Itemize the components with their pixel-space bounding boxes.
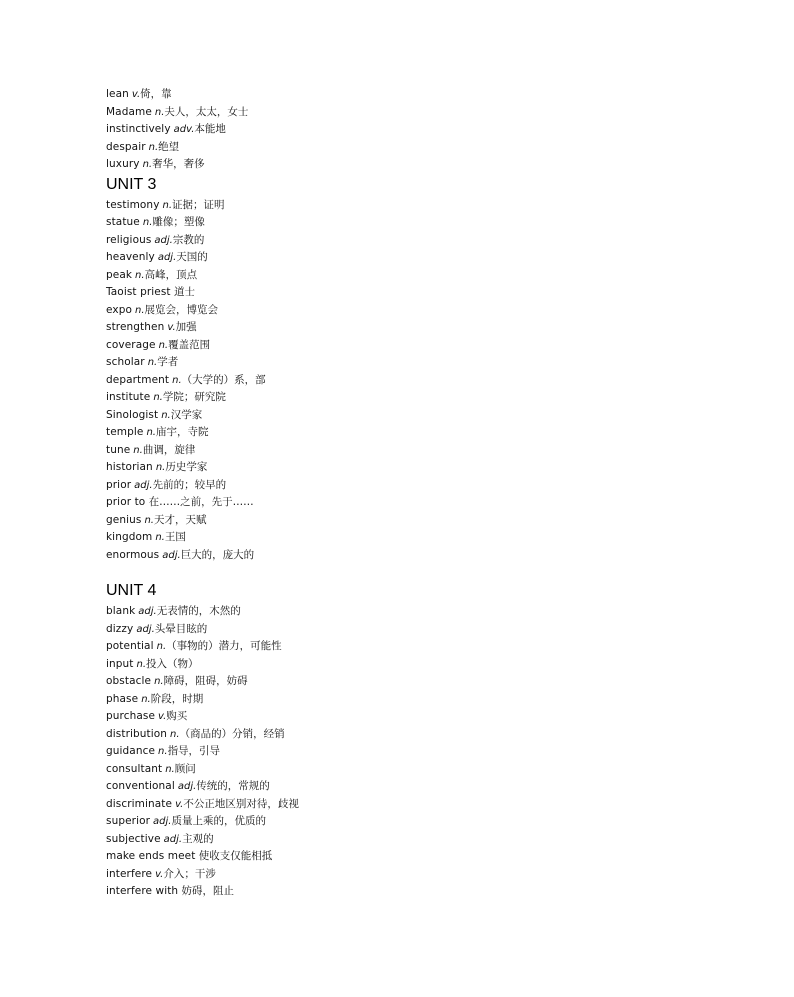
vocab-word: subjective (106, 832, 161, 845)
part-of-speech: adj. (153, 816, 172, 827)
part-of-speech: adj. (138, 606, 157, 617)
vocab-meaning: 巨大的，庞大的 (180, 548, 255, 561)
vocab-word: phase (106, 692, 139, 705)
vocab-entry (106, 459, 756, 477)
vocab-entry (106, 638, 756, 656)
part-of-speech: n. (133, 444, 143, 456)
vocab-meaning: 曲调，旋律 (142, 443, 196, 456)
vocab-meaning: 加强 (175, 321, 197, 333)
part-of-speech: n. (147, 357, 158, 368)
vocab-entry (106, 337, 756, 355)
part-of-speech: n. (154, 676, 164, 687)
part-of-speech: v. (175, 798, 184, 810)
vocab-entry (106, 477, 756, 495)
vocab-entry (106, 267, 756, 285)
unit-heading: UNIT 4 (106, 582, 157, 599)
vocab-meaning: 展览会，博览会 (144, 303, 219, 316)
vocab-meaning: 高峰，顶点 (144, 268, 198, 281)
vocab-word: institute (106, 391, 151, 403)
vocab-word: purchase (106, 710, 155, 722)
vocab-word: heavenly (106, 251, 155, 263)
vocab-word: statue (106, 216, 140, 228)
vocab-entry (106, 214, 756, 232)
vocab-entry (106, 232, 756, 250)
vocab-entry (106, 866, 756, 884)
vocab-meaning: 无表情的，木然的 (156, 605, 241, 617)
vocab-word: despair (106, 140, 146, 153)
vocab-word: prior (106, 478, 132, 491)
vocab-entry (106, 761, 756, 779)
vocab-meaning: 不公正地区别对待，歧视 (183, 797, 299, 810)
vocab-entry (106, 848, 756, 866)
part-of-speech: v. (131, 89, 141, 100)
vocab-entry (106, 494, 756, 512)
vocab-entry (106, 389, 756, 407)
part-of-speech: adj. (157, 252, 177, 263)
part-of-speech: v. (155, 868, 164, 880)
vocab-entry (106, 372, 756, 390)
vocab-entry (106, 656, 756, 674)
vocab-meaning: （事物的）潜力，可能性 (166, 640, 282, 652)
vocab-word: superior (106, 815, 151, 827)
vocab-word: obstacle (106, 675, 152, 687)
part-of-speech: n. (172, 374, 182, 386)
vocab-word: Madame (106, 105, 152, 118)
vocab-word: kingdom (106, 531, 153, 543)
vocab-entry (106, 529, 756, 547)
part-of-speech: adv. (173, 124, 195, 135)
vocab-meaning: 学者 (157, 356, 179, 368)
vocab-meaning: 奢华，奢侈 (152, 158, 205, 170)
vocab-entry (106, 354, 756, 372)
vocab-entry (106, 407, 756, 425)
vocab-meaning: 道士 (173, 286, 195, 298)
vocab-word: religious (106, 233, 152, 246)
part-of-speech: n. (136, 658, 147, 670)
vocab-meaning: 投入（物） (146, 657, 199, 670)
vocab-entry (106, 512, 756, 530)
vocab-entry (106, 726, 756, 744)
vocab-meaning: 在……之前，先于…… (148, 496, 254, 508)
vocab-entry (106, 778, 756, 796)
vocab-meaning: 购买 (166, 710, 188, 722)
vocab-word: instinctively (106, 123, 171, 135)
vocab-entry (106, 796, 756, 814)
vocab-word: make ends meet (106, 850, 196, 862)
vocab-section (106, 86, 756, 174)
vocab-word: tune (106, 443, 131, 456)
vocab-entry (106, 249, 756, 267)
vocab-entry (106, 547, 756, 565)
vocab-meaning: 覆盖范围 (168, 338, 211, 351)
vocab-meaning: 质量上乘的，优质的 (171, 815, 266, 827)
part-of-speech: adj. (134, 479, 153, 491)
vocab-meaning: 汉学家 (170, 408, 203, 421)
vocab-word: strengthen (106, 321, 165, 333)
vocab-meaning: 夫人，太太，女士 (164, 105, 249, 118)
vocab-meaning: 指导，引导 (167, 745, 221, 757)
vocab-meaning: 障碍，阻碍，妨碍 (163, 675, 248, 687)
vocab-word: department (106, 373, 170, 386)
vocab-entry (106, 86, 756, 104)
vocab-word: testimony (106, 198, 160, 211)
vocab-entry (106, 424, 756, 442)
vocab-word: historian (106, 461, 153, 473)
part-of-speech: n. (144, 514, 154, 526)
part-of-speech: n. (141, 693, 151, 705)
vocab-word: prior to (106, 496, 146, 508)
vocab-section (106, 175, 756, 565)
vocab-word: guidance (106, 745, 156, 757)
part-of-speech: n. (153, 392, 163, 403)
vocab-word: expo (106, 303, 132, 316)
vocab-meaning: 天才，天赋 (153, 513, 207, 526)
part-of-speech: n. (148, 141, 159, 153)
vocab-meaning: 学院；研究院 (162, 391, 226, 403)
vocab-meaning: 主观的 (182, 832, 214, 845)
vocab-word: temple (106, 426, 144, 438)
vocab-word: Sinologist (106, 408, 159, 421)
part-of-speech: n. (158, 339, 169, 351)
vocab-meaning: 头晕目眩的 (154, 622, 208, 635)
vocab-meaning: 宗教的 (172, 233, 205, 246)
vocab-word: consultant (106, 762, 163, 775)
vocab-word: coverage (106, 338, 156, 351)
part-of-speech: n. (155, 532, 165, 543)
vocab-meaning: 介入；干涉 (163, 867, 216, 880)
vocab-entry (106, 139, 756, 157)
vocab-meaning: （大学的）系，部 (181, 373, 266, 386)
vocab-entry (106, 302, 756, 320)
vocab-meaning: 传统的，常规的 (196, 780, 270, 792)
vocab-word: peak (106, 268, 133, 281)
vocab-entry (106, 621, 756, 639)
vocab-word: interfere (106, 867, 153, 880)
part-of-speech: n. (142, 159, 153, 170)
part-of-speech: n. (161, 409, 171, 421)
vocab-word: lean (106, 88, 129, 100)
vocab-word: interfere with (106, 885, 179, 897)
part-of-speech: n. (142, 217, 153, 228)
part-of-speech: v. (158, 711, 167, 722)
part-of-speech: n. (154, 106, 165, 118)
vocab-entry (106, 603, 756, 621)
vocab-entry (106, 197, 756, 215)
part-of-speech: adj. (163, 833, 183, 845)
vocab-entry (106, 104, 756, 122)
vocab-meaning: 绝望 (158, 140, 180, 153)
vocab-entry (106, 673, 756, 691)
vocab-meaning: 倚，靠 (140, 88, 172, 100)
vocab-word: blank (106, 605, 136, 617)
unit-heading: UNIT 3 (106, 175, 157, 193)
vocab-word: dizzy (106, 622, 134, 635)
part-of-speech: n. (156, 641, 167, 652)
part-of-speech: n. (155, 462, 166, 473)
vocabulary-page (106, 86, 756, 901)
vocab-entry (106, 813, 756, 831)
part-of-speech: adj. (177, 781, 197, 792)
vocab-word: input (106, 657, 134, 670)
part-of-speech: adj. (136, 623, 155, 635)
vocab-meaning: 阶段，时期 (150, 692, 204, 705)
vocab-meaning: 本能地 (194, 123, 226, 135)
vocab-entry (106, 708, 756, 726)
vocab-word: potential (106, 640, 154, 652)
part-of-speech: adj. (162, 549, 181, 561)
part-of-speech: n. (170, 728, 180, 740)
vocab-meaning: 妨碍，阻止 (181, 885, 235, 897)
vocab-entry (106, 156, 756, 174)
vocab-meaning: 证据；证明 (172, 198, 225, 211)
vocab-word: enormous (106, 548, 160, 561)
part-of-speech: n. (162, 199, 173, 211)
vocab-meaning: （商品的）分销，经销 (179, 727, 285, 740)
part-of-speech: n. (135, 269, 145, 281)
part-of-speech: n. (134, 304, 145, 316)
vocab-meaning: 天国的 (176, 251, 208, 263)
part-of-speech: v. (167, 322, 176, 333)
vocab-word: conventional (106, 780, 175, 792)
vocab-word: scholar (106, 356, 145, 368)
vocab-entry (106, 121, 756, 139)
vocab-entry (106, 691, 756, 709)
vocabulary-sections (106, 86, 756, 901)
vocab-word: distribution (106, 727, 168, 740)
vocab-word: luxury (106, 158, 140, 170)
vocab-word: genius (106, 513, 142, 526)
vocab-entry (106, 319, 756, 337)
vocab-word: Taoist priest (106, 286, 171, 298)
part-of-speech: adj. (154, 234, 173, 246)
vocab-entry (106, 442, 756, 460)
part-of-speech: n. (165, 763, 175, 775)
vocab-meaning: 王国 (164, 531, 186, 543)
vocab-entry (106, 743, 756, 761)
vocab-entry (106, 284, 756, 302)
vocab-entry (106, 831, 756, 849)
vocab-section (106, 581, 756, 901)
part-of-speech: n. (146, 427, 156, 438)
part-of-speech: n. (158, 746, 168, 757)
vocab-entry (106, 883, 756, 901)
vocab-meaning: 先前的；较早的 (152, 478, 227, 491)
vocab-meaning: 历史学家 (165, 461, 208, 473)
vocab-meaning: 庙宇，寺院 (155, 426, 209, 438)
vocab-meaning: 雕像；塑像 (152, 216, 205, 228)
vocab-meaning: 使收支仅能相抵 (198, 850, 273, 862)
vocab-meaning: 顾问 (174, 762, 196, 775)
vocab-word: discriminate (106, 797, 173, 810)
